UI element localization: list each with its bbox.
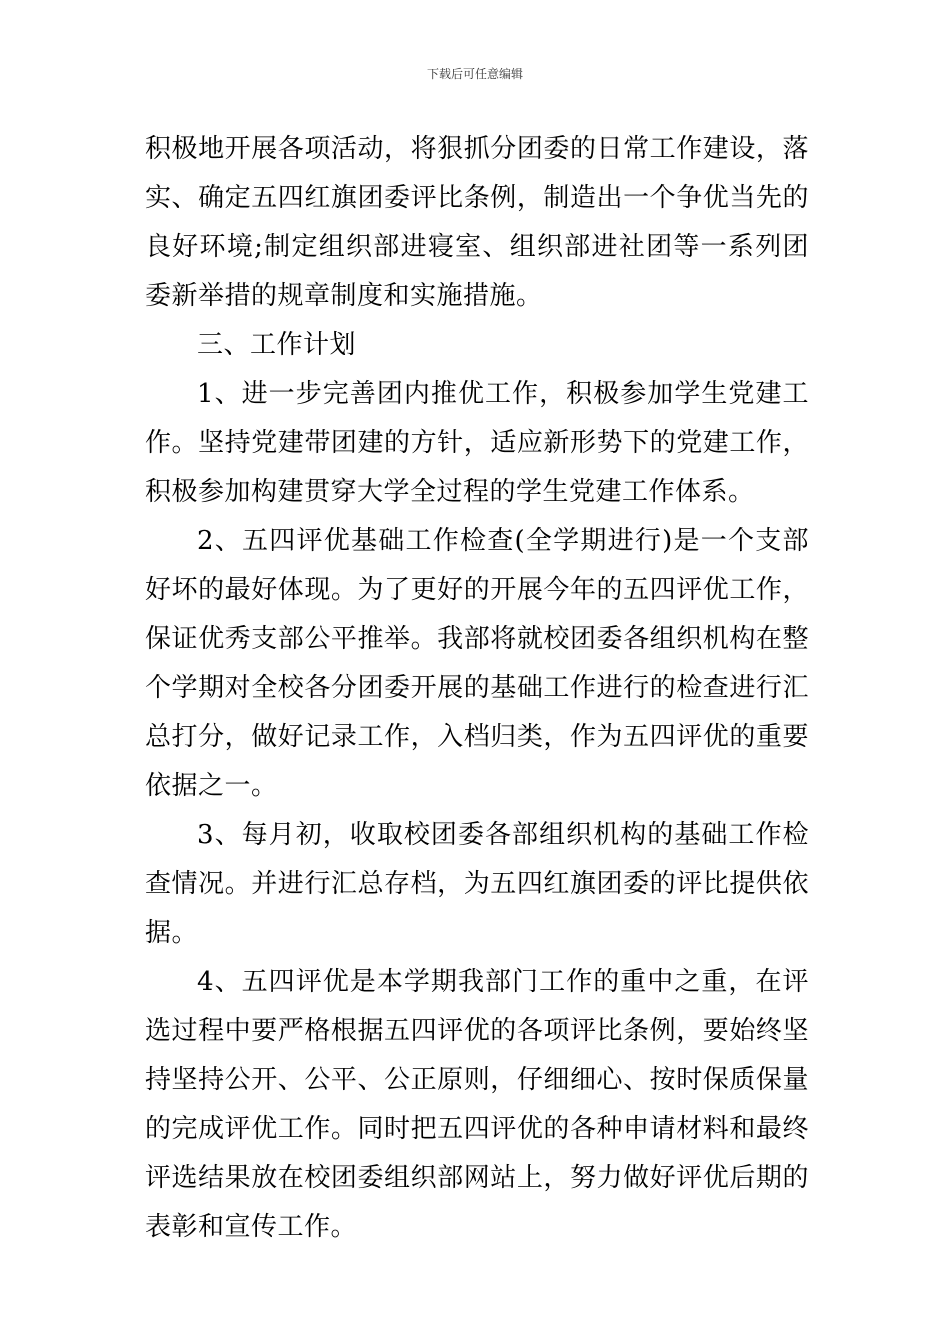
page-header: 下载后可任意编辑 <box>426 67 523 81</box>
section-heading-work-plan: 三、工作计划 <box>197 330 357 360</box>
paragraph-item-1: 1、进一步完善团内推优工作，积极参加学生党建工作。坚持党建带团建的方针，适应新形势下的党建工作，积极参加构建贯穿大学全过程的学生党建工作体系。 <box>145 379 809 507</box>
paragraph-continuation: 积极地开展各项活动，将狠抓分团委的日常工作建设，落实、确定五四红旗团委评比条例，制造出一个争优当先的良好环境;制定组织部进寝室、组织部进社团等一系列团委新举措的规章制度和实施措施。 <box>145 134 809 311</box>
document-body <box>145 125 809 1252</box>
paragraph-item-2: 2、五四评优基础工作检查(全学期进行)是一个支部好坏的最好体现。为了更好的开展今年的五四评优工作，保证优秀支部公平推举。我部将就校团委各组织机构在整个学期对全校各分团委开展的基础工作进行的检查进行汇总打分，做好记录工作，入档归类，作为五四评优的重要依据之一。 <box>145 526 809 801</box>
paragraph-item-3: 3、每月初，收取校团委各部组织机构的基础工作检查情况。并进行汇总存档，为五四红旗团委的评比提供依据。 <box>145 820 809 948</box>
paragraph-item-4: 4、五四评优是本学期我部门工作的重中之重，在评选过程中要严格根据五四评优的各项评比条例，要始终坚持坚持公开、公平、公正原则，仔细细心、按时保质保量的完成评优工作。同时把五四评优的各种申请材料和最终评选结果放在校团委组织部网站上，努力做好评优后期的表彰和宣传工作。 <box>145 967 809 1242</box>
